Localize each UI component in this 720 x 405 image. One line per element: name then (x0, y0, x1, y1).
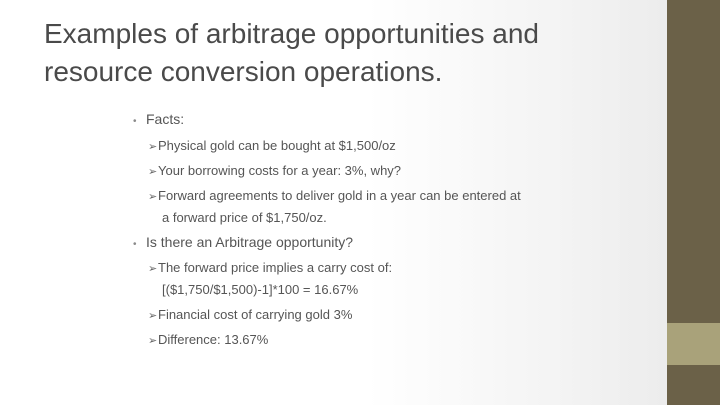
arrow-bullet-icon: ➢ (148, 166, 158, 178)
arrow-bullet-icon: ➢ (148, 191, 158, 203)
slide-title-line-2: resource conversion operations. (44, 56, 443, 87)
sub-item-physical-gold (148, 138, 396, 153)
arrow-bullet-icon: ➢ (148, 310, 158, 322)
bullet-facts (133, 111, 184, 127)
bullet-label: Facts: (146, 111, 185, 127)
arrow-bullet-icon: ➢ (148, 335, 158, 347)
sub-item-forward-agreements (148, 188, 521, 203)
side-bar-segment-top (667, 0, 720, 323)
sub-item-text: The forward price implies a carry cost of: (158, 260, 393, 275)
slide-title-line-1: Examples of arbitrage opportunities and (44, 18, 539, 49)
bullet-arbitrage-question (133, 234, 353, 250)
sub-item-financial-cost (148, 307, 352, 322)
side-bar-segment-bottom (667, 365, 720, 405)
arrow-bullet-icon: ➢ (148, 263, 158, 275)
sub-item-borrowing-costs (148, 163, 401, 178)
sub-item-difference (148, 332, 268, 347)
sub-item-text: Physical gold can be bought at $1,500/oz (158, 138, 396, 153)
slide-title (44, 15, 644, 91)
decorative-side-bar (667, 0, 720, 405)
side-bar-segment-accent (667, 323, 720, 365)
sub-item-carry-cost-formula: [($1,750/$1,500)-1]*100 = 16.67% (162, 282, 359, 297)
arrow-bullet-icon: ➢ (148, 141, 158, 153)
bullet-label: Is there an Arbitrage opportunity? (146, 234, 354, 250)
sub-item-forward-agreements-continuation: a forward price of $1,750/oz. (162, 210, 327, 225)
sub-item-text: Your borrowing costs for a year: 3%, why? (158, 163, 402, 178)
sub-item-text: Forward agreements to deliver gold in a year can be entered at (158, 188, 521, 203)
sub-item-carry-cost (148, 260, 392, 275)
bullet-icon: • (133, 239, 137, 250)
sub-item-text: Financial cost of carrying gold 3% (158, 307, 353, 322)
sub-item-text: Difference: 13.67% (158, 332, 269, 347)
bullet-icon: • (133, 116, 137, 127)
